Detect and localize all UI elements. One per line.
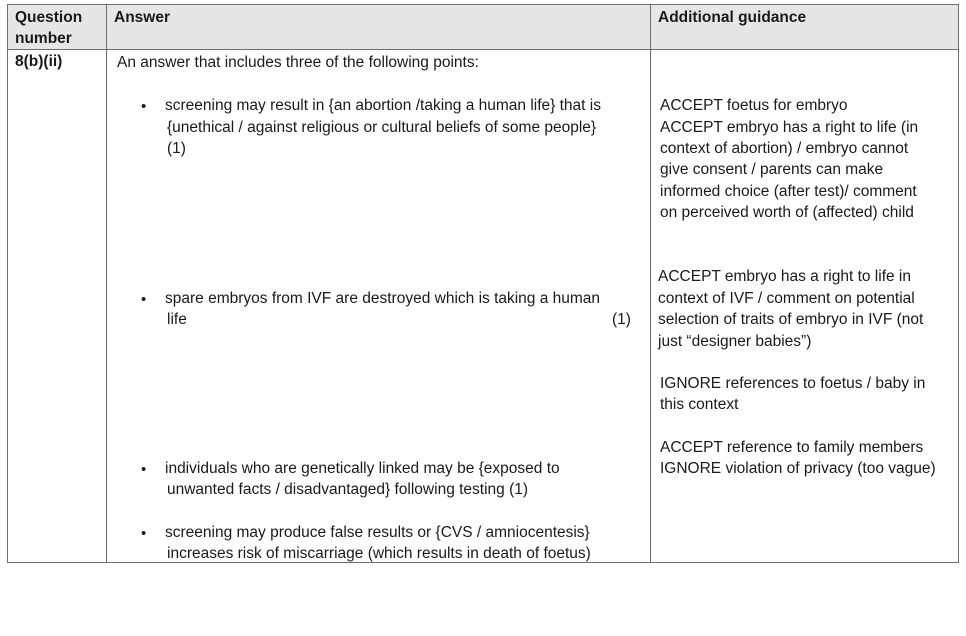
guidance-cell	[651, 50, 959, 563]
mark-scheme-table	[7, 4, 959, 563]
header-question-number	[8, 5, 107, 50]
answer-point-1-line-3: (1)	[167, 140, 186, 157]
header-row	[8, 5, 959, 50]
partial-column-edge	[958, 4, 959, 47]
guidance-1-line-2: ACCEPT embryo has a right to life (in	[660, 119, 919, 136]
header-question-number-text: Question number	[15, 9, 83, 47]
guidance-1-line-4: give consent / parents can make	[660, 161, 884, 178]
answer-cell	[107, 50, 651, 563]
guidance-1-line-5: informed choice (after test)/ comment	[660, 183, 917, 200]
bullet-icon: •	[141, 461, 147, 478]
header-answer	[107, 5, 651, 50]
header-additional-guidance	[651, 5, 959, 50]
answer-point-1-line-2: {unethical / against religious or cultural beliefs of some people}	[167, 119, 597, 136]
partial-column-edge	[958, 47, 959, 561]
guidance-4-line-2: IGNORE violation of privacy (too vague)	[660, 460, 936, 477]
guidance-1-line-6: on perceived worth of (affected) child	[660, 204, 914, 221]
bullet-icon: •	[141, 525, 147, 542]
answer-point-2-mark: (1)	[612, 311, 631, 328]
guidance-4-line-1: ACCEPT reference to family members	[660, 439, 924, 456]
answer-point-3-line-2: unwanted facts / disadvantaged} following testing (1)	[167, 481, 529, 498]
guidance-2-line-4: just “designer babies”)	[658, 333, 812, 350]
bullet-icon: •	[141, 291, 147, 308]
answer-point-2-line-1: spare embryos from IVF are destroyed which is taking a human	[165, 290, 601, 307]
answer-row	[8, 50, 959, 563]
header-additional-guidance-text: Additional guidance	[658, 9, 807, 26]
question-number-cell	[8, 50, 107, 563]
answer-point-4-line-2: increases risk of miscarriage (which results in death of foetus)	[167, 545, 591, 562]
guidance-2-line-3: selection of traits of embryo in IVF (not	[658, 311, 924, 328]
answer-point-1-line-1: screening may result in {an abortion /taking a human life} that is	[165, 97, 601, 114]
header-answer-text: Answer	[114, 9, 170, 26]
answer-point-2-line-2: life	[167, 311, 187, 328]
answer-intro: An answer that includes three of the following points:	[117, 54, 479, 71]
guidance-1-line-1: ACCEPT foetus for embryo	[660, 97, 848, 114]
question-number: 8(b)(ii)	[15, 53, 63, 70]
bullet-icon: •	[141, 98, 147, 115]
guidance-2-line-2: context of IVF / comment on potential	[658, 290, 915, 307]
guidance-3-line-2: this context	[660, 396, 739, 413]
guidance-3-line-1: IGNORE references to foetus / baby in	[660, 375, 926, 392]
guidance-1-line-3: context of abortion) / embryo cannot	[660, 140, 909, 157]
answer-point-4-line-1: screening may produce false results or {CVS / amniocentesis}	[165, 524, 590, 541]
answer-point-3-line-1: individuals who are genetically linked may be {exposed to	[165, 460, 560, 477]
guidance-2-line-1: ACCEPT embryo has a right to life in	[658, 268, 911, 285]
